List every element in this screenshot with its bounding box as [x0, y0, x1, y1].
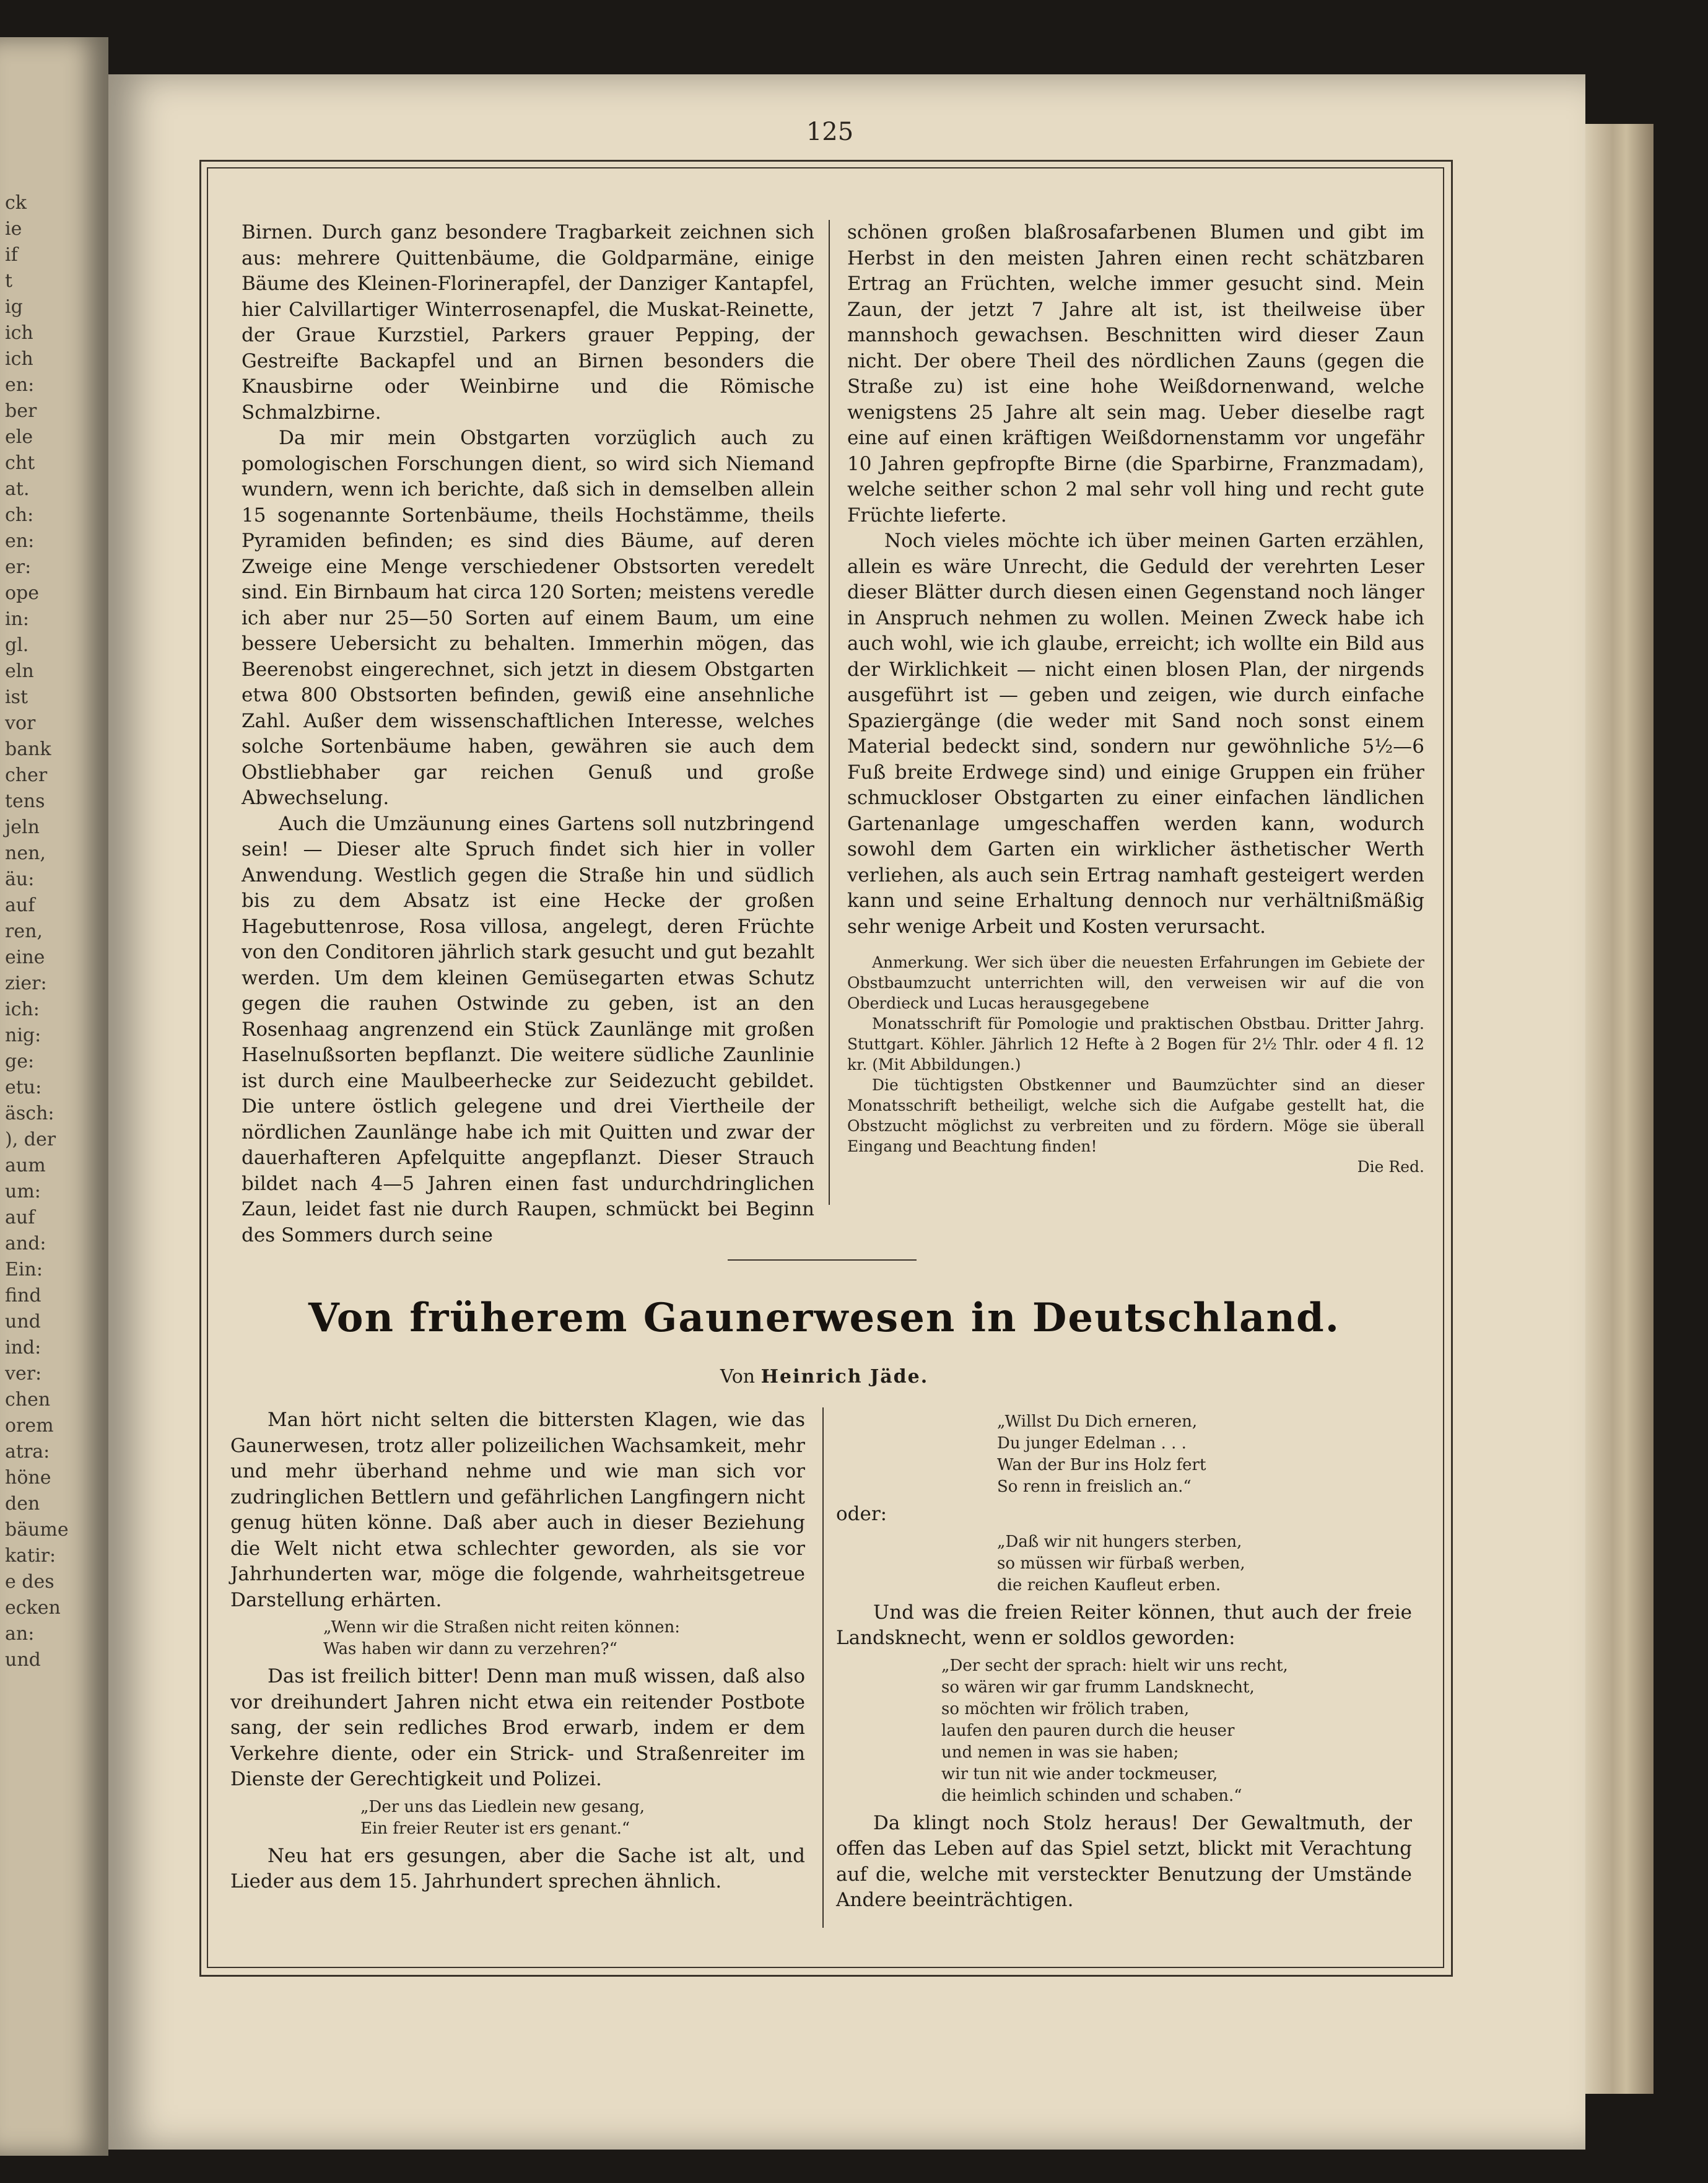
verse: [360, 1796, 805, 1840]
paragraph: schönen großen blaßrosafarbenen Blumen und gibt im Herbst in den meisten Jahren einen recht schätzbaren Ertrag an Früchten, welche immer gesucht sind. Mein Zaun, der jetzt 7 Jahre alt ist, ist theilweise über mannshoch gewachsen. Beschnitten wird dieser Zaun nicht. Der obere Theil des nördlichen Zauns (gegen die Straße zu) ist eine hohe Weißdornenwand, welche wenigstens 25 Jahre alt sein mag. Ueber dieselbe ragt eine auf einen kräftigen Weißdornenstamm vor ungefähr 10 Jahren gepfropfte Birne (die Sparbirne, Franzmadam), welche seither schon 2 mal sehr voll hing und recht gute Früchte lieferte.: [847, 221, 1424, 527]
edge-word-fragment: find: [5, 1285, 41, 1306]
edge-word-fragment: ge:: [5, 1051, 35, 1072]
edge-word-fragment: jeln: [5, 816, 40, 838]
edge-word-fragment: und: [5, 1649, 41, 1671]
edge-word-fragment: katir:: [5, 1545, 56, 1567]
edge-word-fragment: gl.: [5, 634, 29, 656]
paragraph: Man hört nicht selten die bittersten Klagen, wie das Gaunerwesen, trotz aller polizeilichen Wachsamkeit, mehr und mehr überhand nehme und wie man sich vor zudringlichen Bettlern und gefährlichen Langfingern nicht genug hüten könne. Daß aber auch in dieser Beziehung die Welt nicht etwa schlechter geworden, als sie vor Jahrhunderten war, möge die folgende, wahrheitsgetreue Darstellung erhärten.: [230, 1409, 805, 1611]
column-divider-top: [829, 220, 830, 1205]
edge-word-fragment: orem: [5, 1415, 54, 1437]
edge-word-fragment: Ein:: [5, 1259, 43, 1280]
edge-word-fragment: nig:: [5, 1025, 41, 1046]
edge-word-fragment: ele: [5, 426, 33, 448]
paragraph: Birnen. Durch ganz besondere Tragbarkeit zeichnen sich aus: mehrere Quittenbäume, die Goldparmäne, einige Bäume des Kleinen-Florinerapfel, der Danziger Kantapfel, hier Calvillartiger Winterrosenapfel, die Muskat-Reinette, der Graue Kurzstiel, Parkers grauer Pepping, der Gestreifte Backapfel und an Birnen besonders die Knausbirne oder Weinbirne und die Römische Schmalzbirne.: [242, 221, 814, 424]
verse-line: so müssen wir fürbaß werben,: [997, 1554, 1245, 1573]
paragraph: Da klingt noch Stolz heraus! Der Gewaltmuth, der offen das Leben auf das Spiel setzt, blickt mit Verachtung auf die, welche mit versteckter Benutzung der Umstände Andere beeinträchtigen.: [836, 1811, 1412, 1911]
verse-line: Ein freier Reuter ist ers genant.“: [360, 1819, 630, 1838]
author-name: Heinrich Jäde.: [760, 1366, 929, 1388]
edge-word-fragment: auf: [5, 1207, 35, 1228]
edge-word-fragment: if: [5, 244, 18, 266]
edge-word-fragment: ren,: [5, 921, 43, 942]
edge-word-fragment: chen: [5, 1389, 51, 1411]
edge-word-fragment: bank: [5, 738, 51, 760]
edge-word-fragment: äsch:: [5, 1103, 54, 1124]
edge-word-fragment: den: [5, 1493, 40, 1515]
page-stack-edge: [1585, 124, 1654, 2094]
edge-word-fragment: tens: [5, 790, 45, 812]
verse-line: „Daß wir nit hungers sterben,: [997, 1532, 1242, 1551]
verse: [997, 1531, 1412, 1596]
edge-word-fragment: en:: [5, 374, 35, 396]
edge-word-fragment: ind:: [5, 1337, 41, 1358]
verse-line: laufen den pauren durch die heuser: [941, 1721, 1235, 1740]
column-right-top: [847, 220, 1424, 1177]
edge-word-fragment: äu:: [5, 868, 35, 890]
verse-line: und nemen in was sie haben;: [941, 1743, 1179, 1762]
article-title: Von früherem Gaunerwesen in Deutschland.: [308, 1295, 1341, 1341]
edge-word-fragment: at.: [5, 478, 30, 500]
column-right-bottom: [836, 1407, 1412, 1914]
verse-line: „Willst Du Dich erneren,: [997, 1412, 1198, 1431]
edge-word-fragment: and:: [5, 1233, 46, 1254]
edge-word-fragment: atra:: [5, 1441, 50, 1463]
edge-word-fragment: ck: [5, 192, 27, 214]
byline-prefix: Von: [720, 1366, 756, 1388]
verse: [323, 1617, 805, 1660]
edge-word-fragment: cht: [5, 452, 35, 474]
edge-word-fragment: und: [5, 1311, 41, 1332]
verse-line: Was haben wir dann zu verzehren?“: [323, 1640, 617, 1658]
column-left-top: [242, 220, 814, 1248]
edge-word-fragment: eln: [5, 660, 34, 682]
page-number: 125: [806, 118, 854, 146]
verse-line: „Der uns das Liedlein new gesang,: [360, 1797, 645, 1816]
verse-line: Wan der Bur ins Holz fert: [997, 1456, 1206, 1474]
section-divider: [728, 1259, 917, 1261]
paragraph: Das ist freilich bitter! Denn man muß wissen, daß also vor dreihundert Jahren nicht etwa ein reitender Postbote sang, der sein redliches Brod erwarb, indem er dem Verkehre diente, oder ein Strick- und Straßenreiter im Dienste der Gerechtigkeit und Polizei.: [230, 1665, 805, 1790]
edge-word-fragment: ope: [5, 582, 40, 604]
verse-line: so möchten wir frölich traben,: [941, 1699, 1190, 1718]
edge-word-fragment: auf: [5, 895, 35, 916]
paragraph: Neu hat ers gesungen, aber die Sache ist alt, und Lieder aus dem 15. Jahrhundert sprechen ähnlich.: [230, 1844, 805, 1892]
edge-word-fragment: eine: [5, 947, 45, 968]
edge-word-fragment: er:: [5, 556, 32, 578]
edge-word-fragment: nen,: [5, 842, 46, 864]
edge-word-fragment: um:: [5, 1181, 41, 1202]
edge-word-fragment: ver:: [5, 1363, 42, 1385]
edge-word-fragment: cher: [5, 764, 48, 786]
edge-word-fragment: vor: [5, 712, 36, 734]
paragraph: Und was die freien Reiter können, thut auch der freie Landsknecht, wenn er soldlos geworden:: [836, 1601, 1412, 1649]
edge-word-fragment: an:: [5, 1623, 35, 1645]
left-page-edge: [0, 37, 108, 2156]
edge-word-fragment: ist: [5, 686, 28, 708]
edge-word-fragment: t: [5, 270, 13, 292]
edge-word-fragment: bäume: [5, 1519, 69, 1541]
paragraph: Auch die Umzäunung eines Gartens soll nutzbringend sein! — Dieser alte Spruch findet sich hier in voller Anwendung. Westlich gegen die Straße hin und südlich bis zu dem Absatz ist eine Hecke der großen Hagebuttenrose, Rosa villosa, angelegt, deren Früchte von den Conditoren jährlich stark gesucht und gut bezahlt werden. Um dem kleinen Gemüsegarten etwas Schutz gegen die rauhen Ostwinde zu geben, ist an den Rosenhaag angrenzend ein Stück Zaunlänge mit großen Haselnußsorten bepflanzt. Die weitere südliche Zaunlinie ist durch eine Maulbeerhecke zur Seidezucht gebildet. Die untere östlich gelegene und drei Viertheile der nördlichen Zaunlänge habe ich mit Quitten und zwar der dauerhafteren Apfelquitte angepflanzt. Dieser Strauch bildet nach 4—5 Jahren einen fast undurchdringlichen Zaun, leidet fast nie durch Raupen, schmückt bei Beginn des Sommers durch seine: [242, 812, 814, 1246]
edge-word-fragment: ie: [5, 218, 22, 240]
edge-word-fragment: ch:: [5, 504, 34, 526]
note-signature: Die Red.: [1357, 1158, 1424, 1176]
edge-word-fragment: ich: [5, 348, 33, 370]
byline: [199, 1366, 1449, 1388]
edge-word-fragment: etu:: [5, 1077, 42, 1098]
oder-label: oder:: [836, 1503, 887, 1525]
edge-word-fragment: ), der: [5, 1129, 56, 1150]
note-paragraph: Monatsschrift für Pomologie und praktischen Obstbau. Dritter Jahrg. Stuttgart. Köhler. Jährlich 12 Hefte à 2 Bogen für 2½ Thlr. oder 4 fl. 12 kr. (Mit Abbildungen.): [847, 1015, 1424, 1074]
editor-note: [847, 952, 1424, 1177]
verse-line: wir tun nit wie ander tockmeuser,: [941, 1764, 1218, 1783]
edge-word-fragment: ecken: [5, 1597, 61, 1619]
edge-word-fragment: ich: [5, 322, 33, 344]
paragraph: Da mir mein Obstgarten vorzüglich auch zu pomologischen Forschungen dient, so wird sich Niemand wundern, wenn ich berichte, daß sich in demselben allein 15 sogenannte Sortenbäume, theils Hochstämme, theils Pyramiden befinden; es sind dies Bäume, auf deren Zweige eine Menge verschiedener Obstsorten veredelt sind. Ein Birnbaum hat circa 120 Sorten; meistens veredle ich aber nur 25—50 Sorten auf einem Baum, um eine bessere Uebersicht zu behalten. Immerhin mögen, das Beerenobst eingerechnet, sich jetzt in diesem Obstgarten etwa 800 Obstsorten befinden, gewiß eine ansehnliche Zahl. Außer dem wissenschaftlichen Interesse, welches solche Sortenbäume haben, gewähren sie auch dem Obstliebhaber gar reichen Genuß und große Abwechselung.: [242, 427, 814, 809]
verse: [941, 1655, 1412, 1807]
verse-line: die heimlich schinden und schaben.“: [941, 1786, 1242, 1805]
verse-line: so wären wir gar frumm Landsknecht,: [941, 1678, 1255, 1697]
edge-word-fragment: zier:: [5, 973, 47, 994]
edge-word-fragment: höne: [5, 1467, 51, 1489]
edge-word-fragment: aum: [5, 1155, 46, 1176]
verse-line: Du junger Edelman . . .: [997, 1434, 1187, 1453]
note-paragraph: Die tüchtigsten Obstkenner und Baumzüchter sind an dieser Monatsschrift betheiligt, welche sich die Aufgabe gestellt hat, die Obstzucht möglichst zu verbreiten und zu fördern. Möge sie überall Eingang und Beachtung finden!: [847, 1076, 1424, 1155]
verse: [997, 1411, 1412, 1498]
edge-word-fragment: en:: [5, 530, 35, 552]
edge-word-fragment: in:: [5, 608, 30, 630]
edge-word-fragment: ig: [5, 296, 23, 318]
verse-line: „Der secht der sprach: hielt wir uns recht,: [941, 1656, 1288, 1675]
paragraph: Noch vieles möchte ich über meinen Garten erzählen, allein es wäre Unrecht, die Geduld der verehrten Leser dieser Blätter durch diesen einen Gegenstand noch länger in Anspruch nehmen zu wollen. Meinen Zweck habe ich auch wohl, wie ich glaube, erreicht; ich wollte ein Bild aus der Wirklichkeit — nicht einen blosen Plan, der nirgends ausgeführt ist — geben und zeigen, wie durch einfache Spaziergänge (die weder mit Sand noch sonst einem Material bedeckt sind, sondern nur gewöhnliche 5½—6 Fuß breite Erdwege sind) und einige Gruppen ein früher schmuckloser Obstgarten zu einer einfachen ländlichen Gartenanlage umgeschaffen werden kann, wodurch sowohl dem Garten ein wirklicher ästhetischer Werth verliehen, als auch sein Ertrag namhaft gesteigert werden kann und seine Erhaltung dennoch nur verhältnißmäßig sehr wenige Arbeit und Kosten verursacht.: [847, 530, 1424, 938]
verse-line: „Wenn wir die Straßen nicht reiten können:: [323, 1618, 680, 1637]
verse-line: So renn in freislich an.“: [997, 1477, 1192, 1496]
verse-line: die reichen Kaufleut erben.: [997, 1575, 1221, 1595]
edge-word-fragment: e des: [5, 1571, 54, 1593]
column-divider-bottom: [822, 1407, 824, 1928]
edge-word-fragment: ich:: [5, 999, 40, 1020]
column-left-bottom: [230, 1407, 805, 1895]
note-paragraph: Anmerkung. Wer sich über die neuesten Erfahrungen im Gebiete der Obstbaumzucht unterrichten will, den verweisen wir auf die von Oberdieck und Lucas herausgegebene: [847, 953, 1424, 1012]
edge-word-fragment: ber: [5, 400, 37, 422]
